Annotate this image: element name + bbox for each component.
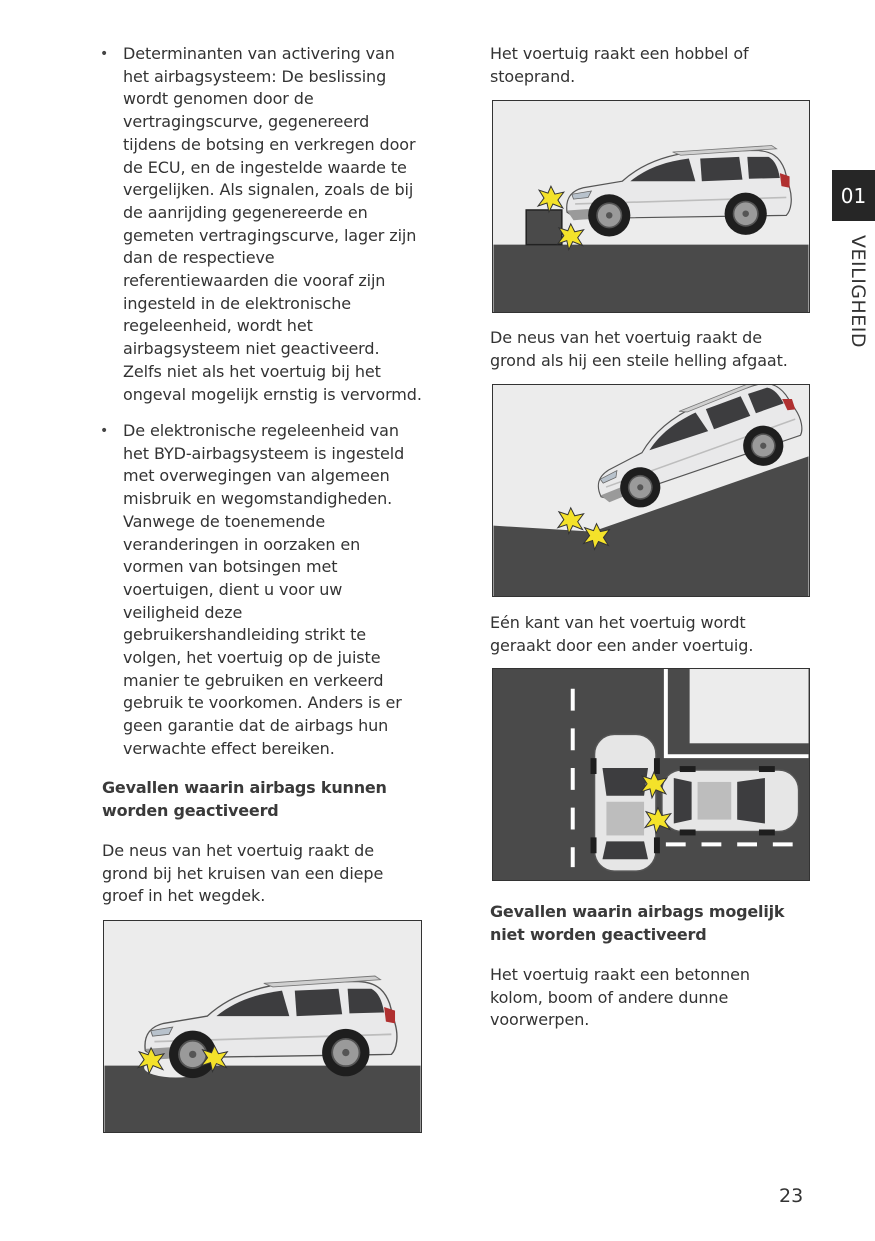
- case-text-concrete-column: Het voertuig raakt een betonnen kolom, boom of andere dunne voorwerpen.: [490, 965, 750, 1030]
- figure-bump-curb: [492, 100, 810, 313]
- bump-curb-illustration: [493, 101, 809, 312]
- steep-slope-illustration: [493, 385, 809, 596]
- case-text-side-impact: Eén kant van het voertuig wordt geraakt door een ander voertuig.: [490, 613, 754, 655]
- figure-side-impact: [492, 668, 810, 881]
- heading-airbags-activated: Gevallen waarin airbags kunnen worden geactiveerd: [102, 778, 387, 820]
- car-top-illustration: [662, 766, 799, 835]
- heading-airbags-not-activated: Gevallen waarin airbags mogelijk niet worden geactiveerd: [490, 902, 785, 944]
- section-number-tab: 01: [832, 170, 875, 221]
- figure-deep-groove: [103, 920, 422, 1133]
- bullet-text-ecu-settings: De elektronische regeleenheid van het BYD-airbagsysteem is ingesteld met overwegingen van algemeen misbruik en wegomstandigheden. Vanwege de toenemende veranderingen in oorzaken en vormen van botsingen met voertuigen, dient u voor uw veiligheid deze gebruikershandleiding strikt te volgen, het voertuig op de juiste manier te gebruiken en verkeerd gebruik te voorkomen. Anders is er geen garantie dat de airbags hun verwachte effect bereiken.: [123, 421, 405, 758]
- case-text-steep-slope: De neus van het voertuig raakt de grond als hij een steile helling afgaat.: [490, 328, 788, 370]
- side-impact-illustration: [493, 669, 809, 880]
- bullet-dot: •: [100, 46, 109, 62]
- page-number: 23: [779, 1185, 804, 1207]
- section-title: VEILIGHEID: [847, 235, 869, 349]
- car-top-illustration: [591, 734, 660, 871]
- bullet-dot: •: [100, 423, 109, 439]
- bullet-text-activation-determinants: Determinanten van activering van het airbagsysteem: De beslissing wordt genomen door de vertragingscurve, gegenereerd tijdens de botsing en verkregen door de ECU, en de ingestelde waarde te vergelijken. Als signalen, zoals de bij de aanrijding gegenereerde en gemeten vertragingscurve, lager zijn dan de respectieve referentiewaarden die vooraf zijn ingesteld in de elektronische regeleenheid, wordt het airbagsysteem niet geactiveerd. Zelfs niet als het voertuig bij het ongeval mogelijk ernstig is vervormd.: [123, 44, 422, 404]
- deep-groove-illustration: [104, 921, 421, 1132]
- figure-steep-slope: [492, 384, 810, 597]
- case-text-bump-curb: Het voertuig raakt een hobbel of stoeprand.: [490, 44, 749, 86]
- case-text-deep-groove: De neus van het voertuig raakt de grond bij het kruisen van een diepe groef in het wegdek.: [102, 841, 384, 906]
